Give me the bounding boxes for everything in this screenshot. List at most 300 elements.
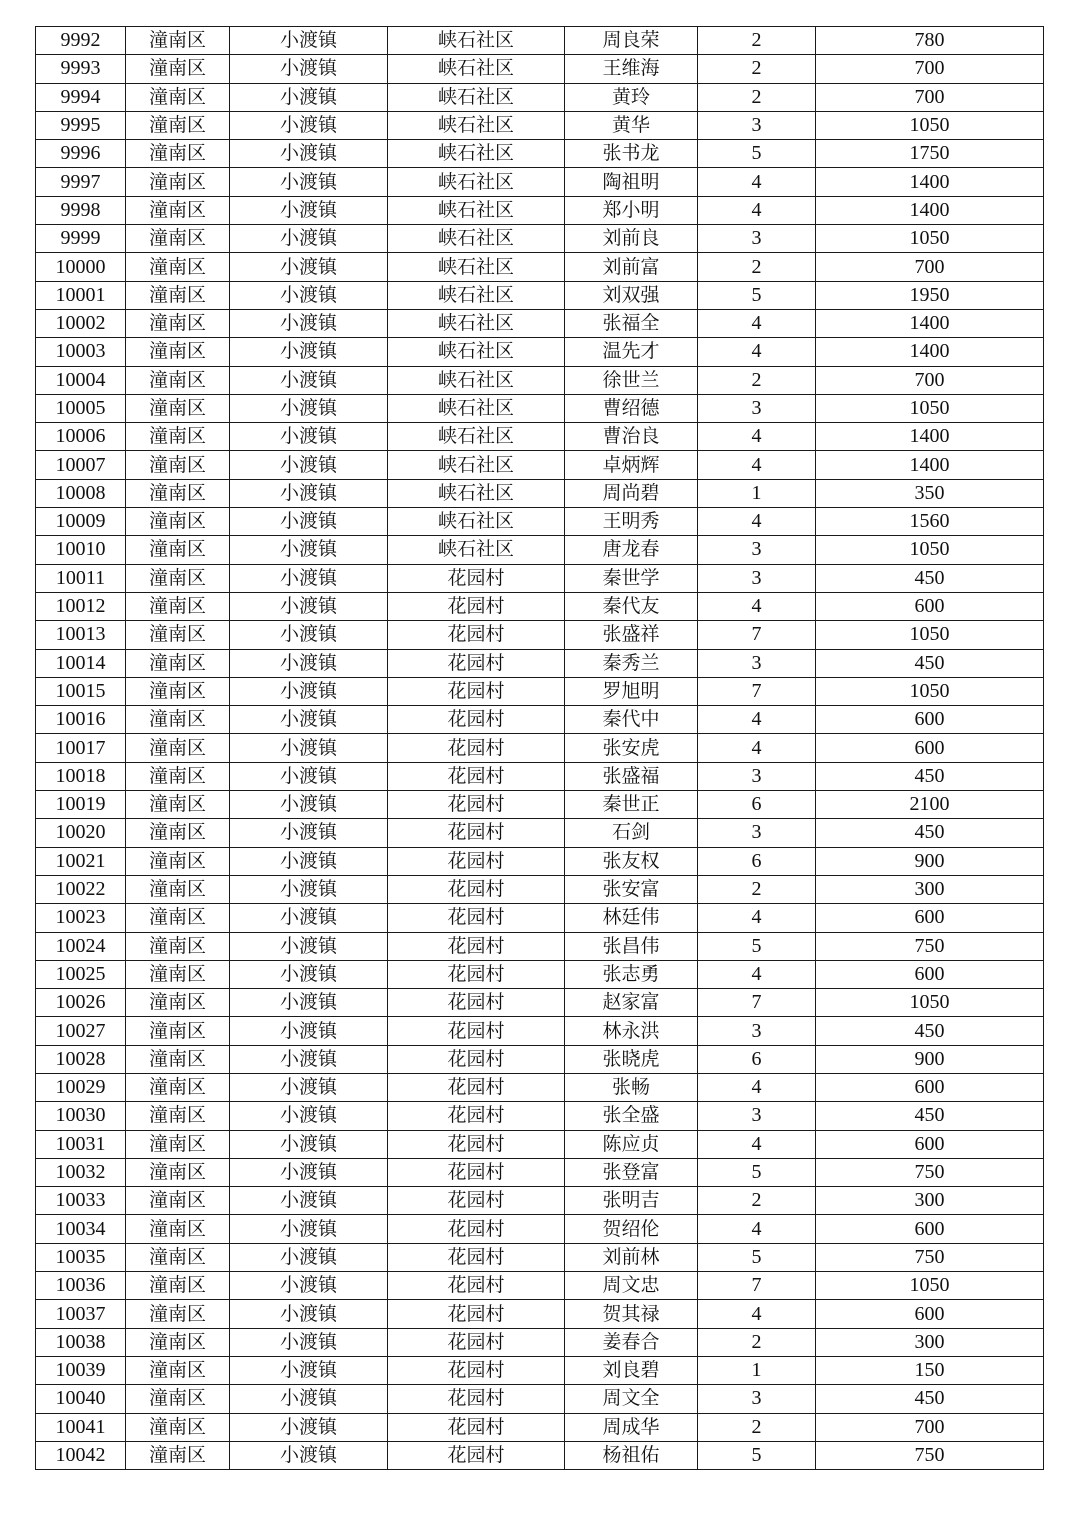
household-size-cell: 3 (698, 564, 816, 592)
town-cell: 小渡镇 (230, 140, 388, 168)
table-row (36, 1328, 1044, 1356)
name-cell: 秦秀兰 (565, 649, 698, 677)
name-cell: 张友权 (565, 847, 698, 875)
village-cell: 花园村 (388, 1356, 565, 1384)
district-cell: 潼南区 (126, 225, 230, 253)
household-size-cell: 4 (698, 168, 816, 196)
town-cell: 小渡镇 (230, 762, 388, 790)
amount-cell: 600 (816, 1215, 1044, 1243)
name-cell: 刘双强 (565, 281, 698, 309)
table-row (36, 1158, 1044, 1186)
table-body (36, 27, 1044, 1470)
name-cell: 刘前良 (565, 225, 698, 253)
district-cell: 潼南区 (126, 1272, 230, 1300)
town-cell: 小渡镇 (230, 677, 388, 705)
household-size-cell: 3 (698, 394, 816, 422)
district-cell: 潼南区 (126, 762, 230, 790)
district-cell: 潼南区 (126, 649, 230, 677)
row-number-cell: 10036 (36, 1272, 126, 1300)
district-cell: 潼南区 (126, 960, 230, 988)
row-number-cell: 9994 (36, 83, 126, 111)
amount-cell: 600 (816, 1300, 1044, 1328)
village-cell: 峡石社区 (388, 366, 565, 394)
amount-cell: 1050 (816, 1272, 1044, 1300)
household-size-cell: 5 (698, 932, 816, 960)
row-number-cell: 10038 (36, 1328, 126, 1356)
table-row (36, 27, 1044, 55)
table-row (36, 989, 1044, 1017)
name-cell: 张明吉 (565, 1187, 698, 1215)
table-row (36, 1102, 1044, 1130)
name-cell: 张福全 (565, 309, 698, 337)
village-cell: 花园村 (388, 677, 565, 705)
town-cell: 小渡镇 (230, 338, 388, 366)
row-number-cell: 10021 (36, 847, 126, 875)
table-row (36, 253, 1044, 281)
amount-cell: 600 (816, 706, 1044, 734)
town-cell: 小渡镇 (230, 819, 388, 847)
row-number-cell: 9997 (36, 168, 126, 196)
household-size-cell: 4 (698, 508, 816, 536)
village-cell: 峡石社区 (388, 225, 565, 253)
name-cell: 张书龙 (565, 140, 698, 168)
amount-cell: 1050 (816, 621, 1044, 649)
table-row (36, 168, 1044, 196)
village-cell: 花园村 (388, 791, 565, 819)
district-cell: 潼南区 (126, 479, 230, 507)
table-row (36, 1130, 1044, 1158)
row-number-cell: 10029 (36, 1073, 126, 1101)
name-cell: 张登富 (565, 1158, 698, 1186)
town-cell: 小渡镇 (230, 366, 388, 394)
district-cell: 潼南区 (126, 847, 230, 875)
village-cell: 花园村 (388, 875, 565, 903)
data-table (35, 26, 1044, 1470)
row-number-cell: 10013 (36, 621, 126, 649)
village-cell: 花园村 (388, 847, 565, 875)
name-cell: 张志勇 (565, 960, 698, 988)
table-row (36, 1441, 1044, 1469)
amount-cell: 1400 (816, 451, 1044, 479)
table-row (36, 1215, 1044, 1243)
village-cell: 峡石社区 (388, 27, 565, 55)
household-size-cell: 5 (698, 140, 816, 168)
town-cell: 小渡镇 (230, 904, 388, 932)
amount-cell: 750 (816, 1441, 1044, 1469)
household-size-cell: 3 (698, 1017, 816, 1045)
amount-cell: 1050 (816, 225, 1044, 253)
district-cell: 潼南区 (126, 394, 230, 422)
table-row (36, 1187, 1044, 1215)
district-cell: 潼南区 (126, 423, 230, 451)
town-cell: 小渡镇 (230, 1073, 388, 1101)
name-cell: 刘良碧 (565, 1356, 698, 1384)
town-cell: 小渡镇 (230, 1215, 388, 1243)
table-row (36, 423, 1044, 451)
town-cell: 小渡镇 (230, 536, 388, 564)
district-cell: 潼南区 (126, 366, 230, 394)
village-cell: 花园村 (388, 960, 565, 988)
district-cell: 潼南区 (126, 1300, 230, 1328)
amount-cell: 450 (816, 1102, 1044, 1130)
row-number-cell: 10022 (36, 875, 126, 903)
district-cell: 潼南区 (126, 536, 230, 564)
district-cell: 潼南区 (126, 1158, 230, 1186)
table-row (36, 960, 1044, 988)
amount-cell: 450 (816, 1017, 1044, 1045)
household-size-cell: 1 (698, 1356, 816, 1384)
row-number-cell: 9996 (36, 140, 126, 168)
row-number-cell: 10025 (36, 960, 126, 988)
row-number-cell: 10034 (36, 1215, 126, 1243)
town-cell: 小渡镇 (230, 225, 388, 253)
district-cell: 潼南区 (126, 1017, 230, 1045)
district-cell: 潼南区 (126, 791, 230, 819)
village-cell: 峡石社区 (388, 196, 565, 224)
household-size-cell: 5 (698, 1441, 816, 1469)
table-row (36, 621, 1044, 649)
table-row (36, 225, 1044, 253)
amount-cell: 1400 (816, 309, 1044, 337)
row-number-cell: 10003 (36, 338, 126, 366)
amount-cell: 700 (816, 83, 1044, 111)
town-cell: 小渡镇 (230, 1102, 388, 1130)
name-cell: 王维海 (565, 55, 698, 83)
table-row (36, 649, 1044, 677)
town-cell: 小渡镇 (230, 1130, 388, 1158)
row-number-cell: 10028 (36, 1045, 126, 1073)
table-row (36, 1385, 1044, 1413)
amount-cell: 350 (816, 479, 1044, 507)
household-size-cell: 4 (698, 1073, 816, 1101)
name-cell: 石剑 (565, 819, 698, 847)
town-cell: 小渡镇 (230, 1328, 388, 1356)
table-row (36, 394, 1044, 422)
town-cell: 小渡镇 (230, 479, 388, 507)
village-cell: 花园村 (388, 1045, 565, 1073)
amount-cell: 1050 (816, 111, 1044, 139)
village-cell: 花园村 (388, 564, 565, 592)
name-cell: 林廷伟 (565, 904, 698, 932)
table-row (36, 281, 1044, 309)
town-cell: 小渡镇 (230, 1017, 388, 1045)
village-cell: 峡石社区 (388, 168, 565, 196)
row-number-cell: 10017 (36, 734, 126, 762)
district-cell: 潼南区 (126, 1243, 230, 1271)
district-cell: 潼南区 (126, 338, 230, 366)
amount-cell: 600 (816, 904, 1044, 932)
amount-cell: 1750 (816, 140, 1044, 168)
row-number-cell: 10000 (36, 253, 126, 281)
town-cell: 小渡镇 (230, 564, 388, 592)
district-cell: 潼南区 (126, 592, 230, 620)
town-cell: 小渡镇 (230, 734, 388, 762)
amount-cell: 700 (816, 366, 1044, 394)
town-cell: 小渡镇 (230, 1243, 388, 1271)
household-size-cell: 4 (698, 960, 816, 988)
table-row (36, 1272, 1044, 1300)
town-cell: 小渡镇 (230, 168, 388, 196)
household-size-cell: 4 (698, 706, 816, 734)
household-size-cell: 3 (698, 225, 816, 253)
district-cell: 潼南区 (126, 1045, 230, 1073)
row-number-cell: 10035 (36, 1243, 126, 1271)
village-cell: 花园村 (388, 762, 565, 790)
name-cell: 卓炳辉 (565, 451, 698, 479)
row-number-cell: 10031 (36, 1130, 126, 1158)
name-cell: 秦世学 (565, 564, 698, 592)
district-cell: 潼南区 (126, 1187, 230, 1215)
household-size-cell: 3 (698, 111, 816, 139)
row-number-cell: 10042 (36, 1441, 126, 1469)
household-size-cell: 3 (698, 819, 816, 847)
household-size-cell: 5 (698, 281, 816, 309)
household-size-cell: 1 (698, 479, 816, 507)
row-number-cell: 10001 (36, 281, 126, 309)
table-row (36, 1413, 1044, 1441)
district-cell: 潼南区 (126, 989, 230, 1017)
table-row (36, 677, 1044, 705)
amount-cell: 600 (816, 960, 1044, 988)
name-cell: 王明秀 (565, 508, 698, 536)
amount-cell: 1560 (816, 508, 1044, 536)
village-cell: 峡石社区 (388, 423, 565, 451)
household-size-cell: 3 (698, 762, 816, 790)
row-number-cell: 10024 (36, 932, 126, 960)
table-row (36, 508, 1044, 536)
row-number-cell: 10020 (36, 819, 126, 847)
village-cell: 花园村 (388, 592, 565, 620)
table-row (36, 1017, 1044, 1045)
name-cell: 秦代友 (565, 592, 698, 620)
household-size-cell: 3 (698, 1102, 816, 1130)
table-row (36, 904, 1044, 932)
amount-cell: 300 (816, 875, 1044, 903)
table-row (36, 196, 1044, 224)
village-cell: 花园村 (388, 1187, 565, 1215)
row-number-cell: 10033 (36, 1187, 126, 1215)
name-cell: 林永洪 (565, 1017, 698, 1045)
table-row (36, 366, 1044, 394)
row-number-cell: 10014 (36, 649, 126, 677)
row-number-cell: 10032 (36, 1158, 126, 1186)
district-cell: 潼南区 (126, 27, 230, 55)
household-size-cell: 7 (698, 621, 816, 649)
town-cell: 小渡镇 (230, 1158, 388, 1186)
amount-cell: 1950 (816, 281, 1044, 309)
amount-cell: 700 (816, 253, 1044, 281)
district-cell: 潼南区 (126, 140, 230, 168)
district-cell: 潼南区 (126, 564, 230, 592)
amount-cell: 1400 (816, 338, 1044, 366)
household-size-cell: 4 (698, 423, 816, 451)
name-cell: 周文全 (565, 1385, 698, 1413)
district-cell: 潼南区 (126, 508, 230, 536)
row-number-cell: 9992 (36, 27, 126, 55)
amount-cell: 900 (816, 1045, 1044, 1073)
village-cell: 花园村 (388, 1413, 565, 1441)
table-row (36, 338, 1044, 366)
town-cell: 小渡镇 (230, 649, 388, 677)
household-size-cell: 3 (698, 1385, 816, 1413)
row-number-cell: 10011 (36, 564, 126, 592)
amount-cell: 1050 (816, 394, 1044, 422)
town-cell: 小渡镇 (230, 621, 388, 649)
amount-cell: 900 (816, 847, 1044, 875)
amount-cell: 750 (816, 1158, 1044, 1186)
name-cell: 贺绍伦 (565, 1215, 698, 1243)
household-size-cell: 4 (698, 196, 816, 224)
household-size-cell: 2 (698, 1413, 816, 1441)
amount-cell: 600 (816, 734, 1044, 762)
table-row (36, 932, 1044, 960)
amount-cell: 450 (816, 564, 1044, 592)
village-cell: 花园村 (388, 1215, 565, 1243)
town-cell: 小渡镇 (230, 875, 388, 903)
village-cell: 峡石社区 (388, 140, 565, 168)
row-number-cell: 10006 (36, 423, 126, 451)
name-cell: 周文忠 (565, 1272, 698, 1300)
village-cell: 花园村 (388, 989, 565, 1017)
amount-cell: 450 (816, 1385, 1044, 1413)
village-cell: 峡石社区 (388, 536, 565, 564)
table-row (36, 1073, 1044, 1101)
amount-cell: 750 (816, 1243, 1044, 1271)
row-number-cell: 9993 (36, 55, 126, 83)
table-row (36, 762, 1044, 790)
town-cell: 小渡镇 (230, 1413, 388, 1441)
household-size-cell: 4 (698, 904, 816, 932)
district-cell: 潼南区 (126, 706, 230, 734)
district-cell: 潼南区 (126, 83, 230, 111)
household-size-cell: 4 (698, 592, 816, 620)
household-size-cell: 2 (698, 253, 816, 281)
name-cell: 杨祖佑 (565, 1441, 698, 1469)
amount-cell: 450 (816, 649, 1044, 677)
village-cell: 峡石社区 (388, 508, 565, 536)
table-row (36, 479, 1044, 507)
household-size-cell: 4 (698, 1215, 816, 1243)
row-number-cell: 10008 (36, 479, 126, 507)
table-row (36, 1045, 1044, 1073)
amount-cell: 150 (816, 1356, 1044, 1384)
household-size-cell: 3 (698, 649, 816, 677)
district-cell: 潼南区 (126, 1328, 230, 1356)
name-cell: 周尚碧 (565, 479, 698, 507)
household-size-cell: 2 (698, 83, 816, 111)
district-cell: 潼南区 (126, 621, 230, 649)
amount-cell: 450 (816, 762, 1044, 790)
name-cell: 罗旭明 (565, 677, 698, 705)
row-number-cell: 10027 (36, 1017, 126, 1045)
name-cell: 张畅 (565, 1073, 698, 1101)
village-cell: 花园村 (388, 649, 565, 677)
town-cell: 小渡镇 (230, 1187, 388, 1215)
amount-cell: 780 (816, 27, 1044, 55)
name-cell: 张安虎 (565, 734, 698, 762)
district-cell: 潼南区 (126, 677, 230, 705)
village-cell: 花园村 (388, 734, 565, 762)
table-row (36, 309, 1044, 337)
village-cell: 花园村 (388, 1385, 565, 1413)
table-row (36, 706, 1044, 734)
name-cell: 周良荣 (565, 27, 698, 55)
amount-cell: 600 (816, 1073, 1044, 1101)
row-number-cell: 10018 (36, 762, 126, 790)
name-cell: 张安富 (565, 875, 698, 903)
village-cell: 峡石社区 (388, 309, 565, 337)
town-cell: 小渡镇 (230, 1441, 388, 1469)
household-size-cell: 4 (698, 451, 816, 479)
amount-cell: 700 (816, 55, 1044, 83)
amount-cell: 300 (816, 1328, 1044, 1356)
household-size-cell: 7 (698, 1272, 816, 1300)
household-size-cell: 2 (698, 55, 816, 83)
village-cell: 花园村 (388, 1102, 565, 1130)
district-cell: 潼南区 (126, 1102, 230, 1130)
row-number-cell: 10005 (36, 394, 126, 422)
village-cell: 峡石社区 (388, 394, 565, 422)
village-cell: 峡石社区 (388, 111, 565, 139)
town-cell: 小渡镇 (230, 791, 388, 819)
town-cell: 小渡镇 (230, 508, 388, 536)
town-cell: 小渡镇 (230, 706, 388, 734)
name-cell: 唐龙春 (565, 536, 698, 564)
village-cell: 花园村 (388, 621, 565, 649)
amount-cell: 450 (816, 819, 1044, 847)
amount-cell: 1050 (816, 677, 1044, 705)
district-cell: 潼南区 (126, 932, 230, 960)
household-size-cell: 5 (698, 1158, 816, 1186)
household-size-cell: 7 (698, 989, 816, 1017)
name-cell: 姜春合 (565, 1328, 698, 1356)
row-number-cell: 10010 (36, 536, 126, 564)
row-number-cell: 10015 (36, 677, 126, 705)
district-cell: 潼南区 (126, 904, 230, 932)
household-size-cell: 2 (698, 27, 816, 55)
row-number-cell: 10039 (36, 1356, 126, 1384)
name-cell: 陈应贞 (565, 1130, 698, 1158)
district-cell: 潼南区 (126, 111, 230, 139)
table-row (36, 791, 1044, 819)
district-cell: 潼南区 (126, 281, 230, 309)
district-cell: 潼南区 (126, 55, 230, 83)
village-cell: 花园村 (388, 1300, 565, 1328)
town-cell: 小渡镇 (230, 1385, 388, 1413)
town-cell: 小渡镇 (230, 83, 388, 111)
table-row (36, 1300, 1044, 1328)
town-cell: 小渡镇 (230, 592, 388, 620)
household-size-cell: 6 (698, 1045, 816, 1073)
name-cell: 周成华 (565, 1413, 698, 1441)
table-row (36, 111, 1044, 139)
name-cell: 张昌伟 (565, 932, 698, 960)
town-cell: 小渡镇 (230, 847, 388, 875)
row-number-cell: 10041 (36, 1413, 126, 1441)
name-cell: 曹绍德 (565, 394, 698, 422)
village-cell: 峡石社区 (388, 338, 565, 366)
district-cell: 潼南区 (126, 1441, 230, 1469)
village-cell: 峡石社区 (388, 253, 565, 281)
row-number-cell: 10012 (36, 592, 126, 620)
village-cell: 峡石社区 (388, 479, 565, 507)
name-cell: 曹治良 (565, 423, 698, 451)
district-cell: 潼南区 (126, 875, 230, 903)
household-size-cell: 7 (698, 677, 816, 705)
row-number-cell: 10002 (36, 309, 126, 337)
row-number-cell: 10023 (36, 904, 126, 932)
name-cell: 陶祖明 (565, 168, 698, 196)
